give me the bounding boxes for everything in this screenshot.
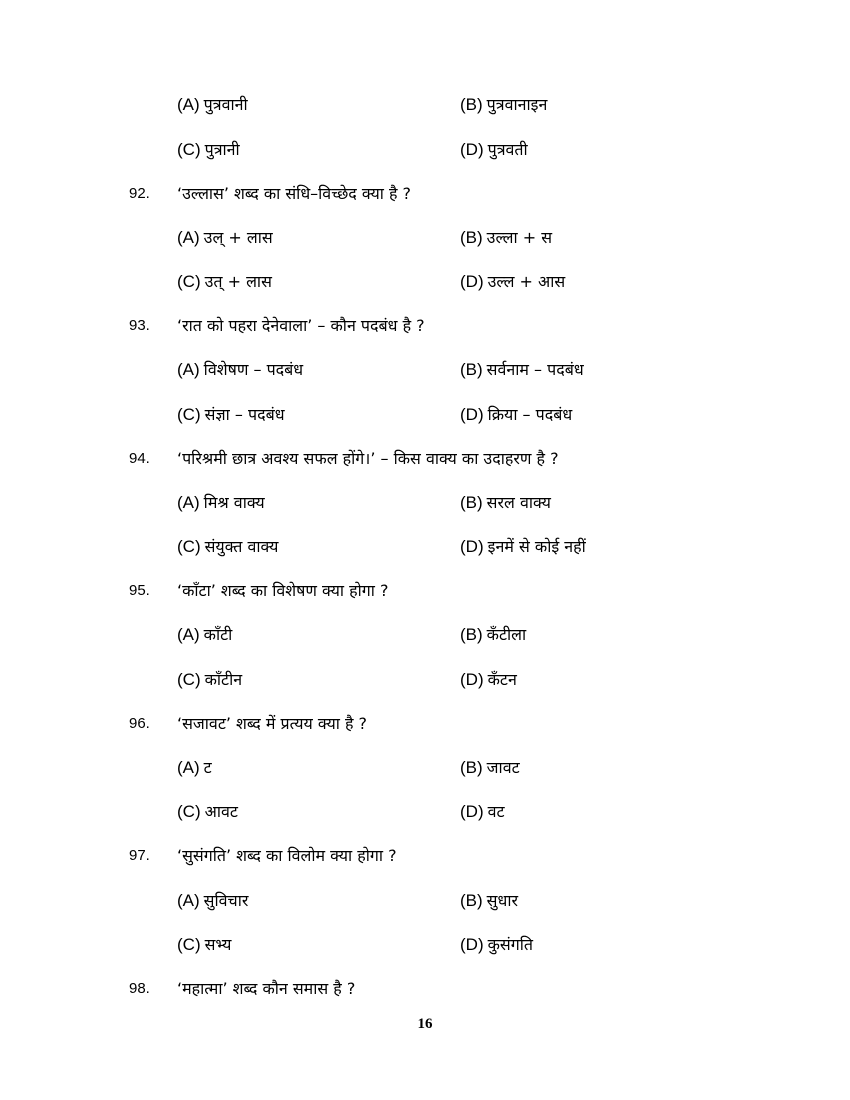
question-number: 93.: [129, 317, 150, 334]
question-number: 96.: [129, 715, 150, 732]
option-d: (D) कँटन: [460, 670, 517, 689]
question-92-options-row-1: [0, 223, 850, 253]
option-b: (B) सुधार: [460, 891, 519, 910]
option-d: (D) पुत्रवती: [460, 140, 528, 159]
option-c: (C) संज्ञा – पदबंध: [177, 405, 285, 424]
question-number: 92.: [129, 185, 150, 202]
question-93-options-row-2: [0, 400, 850, 430]
option-b: (B) सरल वाक्य: [460, 493, 551, 512]
option-a: (A) मिश्र वाक्य: [177, 493, 265, 512]
question-94-options-row-1: [0, 488, 850, 518]
question-92: [0, 179, 850, 209]
option-b: (B) उल्ला + स: [460, 228, 553, 247]
carryover-options-row-2: [0, 135, 850, 165]
question-93-options-row-1: [0, 355, 850, 385]
option-a: (A) उल् + लास: [177, 228, 273, 247]
question-text: ‘परिश्रमी छात्र अवश्य सफल होंगे।’ – किस वाक्य का उदाहरण है ?: [177, 449, 559, 468]
option-c: (C) आवट: [177, 802, 238, 821]
option-a: (A) ट: [177, 758, 212, 777]
question-97: [0, 841, 850, 871]
option-d: (D) इनमें से कोई नहीं: [460, 537, 586, 556]
option-b: (B) सर्वनाम – पदबंध: [460, 360, 584, 379]
option-d: (D) क्रिया – पदबंध: [460, 405, 573, 424]
page-number: 16: [417, 1016, 433, 1032]
option-a: (A) सुविचार: [177, 891, 249, 910]
option-b: (B) कँटीला: [460, 625, 527, 644]
question-text: ‘रात को पहरा देनेवाला’ – कौन पदबंध है ?: [177, 316, 425, 335]
option-d: (D) उल्ल + आस: [460, 272, 566, 291]
question-95-options-row-2: [0, 665, 850, 695]
question-number: 94.: [129, 450, 150, 467]
question-94: [0, 444, 850, 474]
question-93: [0, 311, 850, 341]
question-text: ‘सजावट’ शब्द में प्रत्यय क्या है ?: [177, 714, 368, 733]
question-text: ‘महात्मा’ शब्द कौन समास है ?: [177, 979, 356, 998]
question-96-options-row-2: [0, 797, 850, 827]
question-number: 98.: [129, 980, 150, 997]
option-c: (C) सभ्य: [177, 935, 232, 954]
question-95: [0, 576, 850, 606]
question-96-options-row-1: [0, 753, 850, 783]
option-a: (A) काँटी: [177, 625, 233, 644]
option-c: (C) उत् + लास: [177, 272, 272, 291]
question-text: ‘काँटा’ शब्द का विशेषण क्या होगा ?: [177, 581, 389, 600]
option-b: (B) पुत्रवानाइन: [460, 95, 548, 114]
option-c: (C) पुत्रानी: [177, 140, 240, 159]
option-d: (D) कुसंगति: [460, 935, 533, 954]
question-97-options-row-1: [0, 886, 850, 916]
option-c: (C) काँटीन: [177, 670, 243, 689]
question-text: ‘उल्लास’ शब्द का संधि–विच्छेद क्या है ?: [177, 184, 412, 203]
question-97-options-row-2: [0, 930, 850, 960]
question-94-options-row-2: [0, 532, 850, 562]
question-98: [0, 974, 850, 1004]
question-text: ‘सुसंगति’ शब्द का विलोम क्या होगा ?: [177, 846, 397, 865]
question-95-options-row-1: [0, 620, 850, 650]
carryover-options-row-1: [0, 90, 850, 120]
question-number: 97.: [129, 847, 150, 864]
question-92-options-row-2: [0, 267, 850, 297]
option-d: (D) वट: [460, 802, 505, 821]
option-a: (A) पुत्रवानी: [177, 95, 248, 114]
option-a: (A) विशेषण – पदबंध: [177, 360, 304, 379]
question-96: [0, 709, 850, 739]
option-b: (B) जावट: [460, 758, 520, 777]
question-number: 95.: [129, 582, 150, 599]
option-c: (C) संयुक्त वाक्य: [177, 537, 279, 556]
